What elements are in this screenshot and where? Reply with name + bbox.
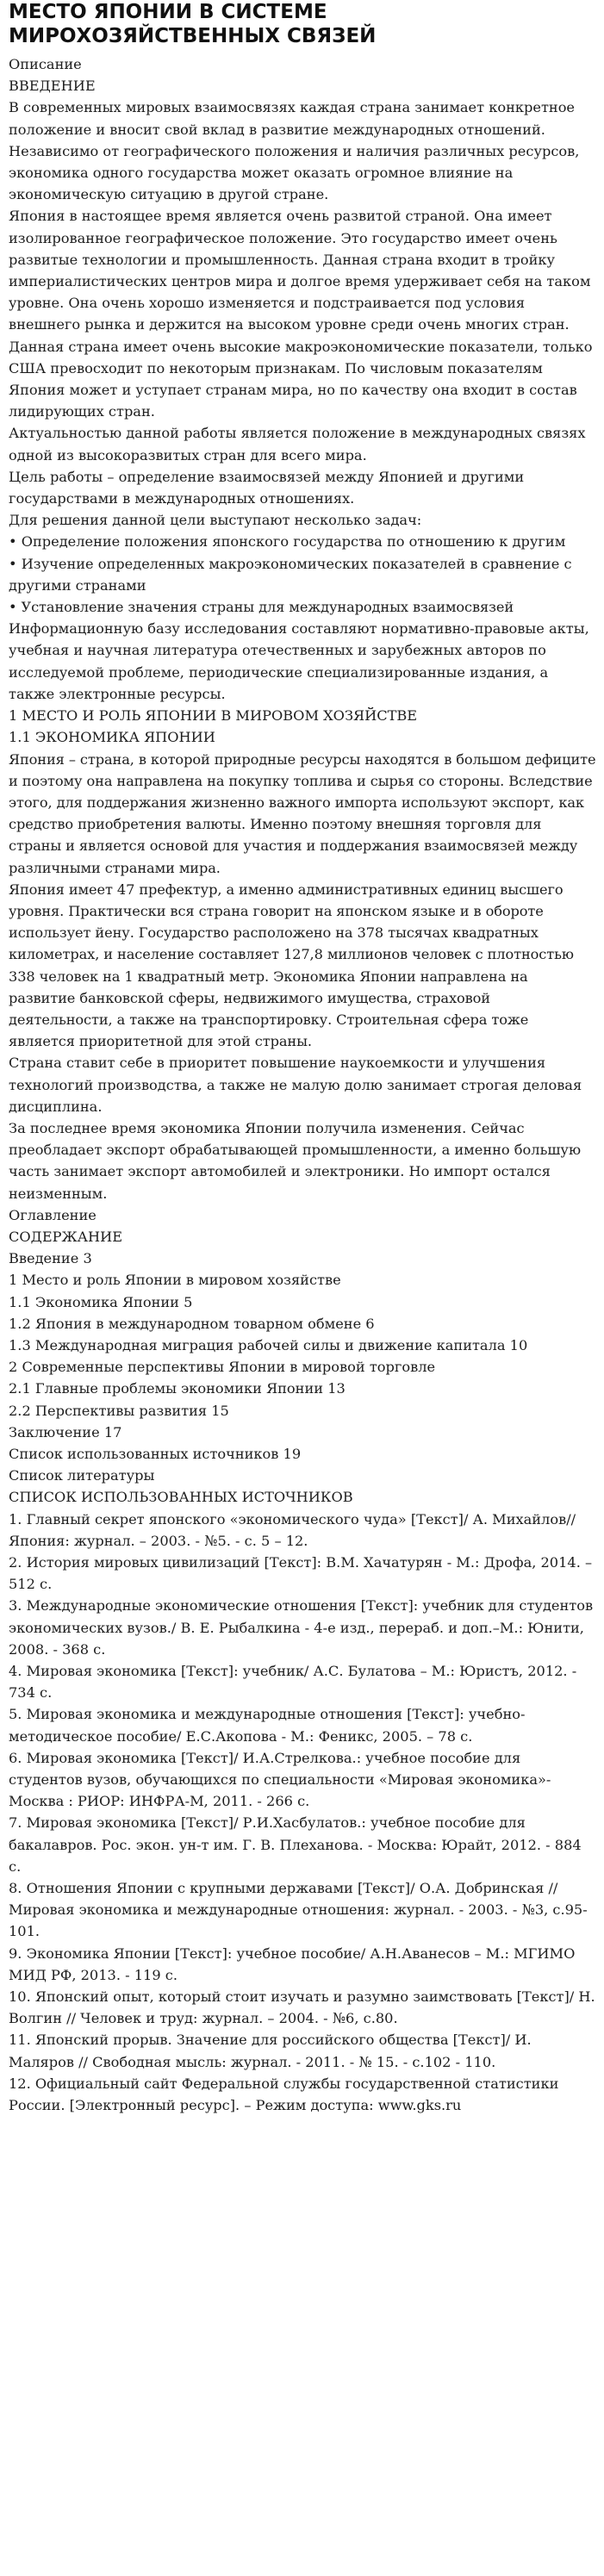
reference-item: 5. Мировая экономика и международные отношения [Текст]: учебно-методическое пособие/ Е.С.Акопова - М.: Феникс, 2005. – 78 с. bbox=[9, 1706, 526, 1745]
toc-item: 1.1 Экономика Японии 5 bbox=[9, 1293, 193, 1310]
info-base-paragraph: Информационную базу исследования составляют нормативно-правовые акты, учебная и научная литература отечественных и зарубежных авторов по исследуемой проблеме, периодические специализированные издания, а также электронные ресурсы. bbox=[9, 620, 589, 702]
document-title: МЕСТО ЯПОНИИ В СИСТЕМЕ МИРОХОЗЯЙСТВЕННЫХ СВЯЗЕЙ bbox=[9, 1, 377, 47]
reference-item: 4. Мировая экономика [Текст]: учебник/ А.С. Булатова – М.: Юристъ, 2012. - 734 с. bbox=[9, 1663, 577, 1702]
reference-item: 12. Официальный сайт Федеральной службы государственной статистики России. [Электронный ресурс]. – Режим доступа: www.gks.ru bbox=[9, 2075, 559, 2114]
task-item-1: • Определение положения японского государства по отношению к другим bbox=[9, 533, 566, 551]
economy-paragraph-1: Япония – страна, в которой природные ресурсы находятся в большом дефиците и поэтому она направлена на покупку топлива и сырья со стороны. Вследствие этого, для поддержания жизненно важного импорта используют экспорт, как средство приобретения валюты. Именно поэтому внешняя торговля для страны и является основой для участия и поддержания взаимосвязей между различными странами мира. bbox=[9, 750, 596, 876]
heading-section-1-1: 1.1 ЭКОНОМИКА ЯПОНИИ bbox=[9, 729, 215, 746]
heading-contents: СОДЕРЖАНИЕ bbox=[9, 1228, 123, 1245]
reference-item: 8. Отношения Японии с крупными державами [Текст]/ О.А. Добринская // Мировая экономика и международные отношения: журнал. - 2003. - №3, с.95-101. bbox=[9, 1880, 588, 1940]
reference-item: 10. Японский опыт, который стоит изучать и разумно заимствовать [Текст]/ Н. Волгин // Человек и труд: журнал. – 2004. - №6, с.80. bbox=[9, 1988, 595, 2027]
reference-item: 1. Главный секрет японского «экономического чуда» [Текст]/ А. Михайлов// Япония: журнал. – 2003. - №5. - с. 5 – 12. bbox=[9, 1510, 576, 1549]
reference-item: 9. Экономика Японии [Текст]: учебное пособие/ А.Н.Аванесов – М.: МГИМО МИД РФ, 2013. - 119 с. bbox=[9, 1944, 576, 1983]
toc-item: 1.3 Международная миграция рабочей силы и движение капитала 10 bbox=[9, 1336, 528, 1353]
relevance-paragraph: Актуальностью данной работы является положение в международных связях одной из высокоразвитых стран для всего мира. bbox=[9, 425, 586, 464]
economy-paragraph-4: За последнее время экономика Японии получила изменения. Сейчас преобладает экспорт обрабатывающей промышленности, а именно большую часть занимает экспорт автомобилей и электроники. Но импорт остался неизменным. bbox=[9, 1119, 582, 1202]
tasks-intro: Для решения данной цели выступают несколько задач: bbox=[9, 512, 422, 529]
intro-paragraph-3: Данная страна имеет очень высокие макроэкономические показатели, только США превосходит по некоторым признакам. По числовым показателям Япония может и уступает странам мира, но по качеству она входит в состав лидирующих стран. bbox=[9, 338, 593, 420]
reference-item: 11. Японский прорыв. Значение для российского общества [Текст]/ И. Маляров // Свободная мысль: журнал. - 2011. - № 15. - с.102 - 110. bbox=[9, 2032, 532, 2070]
economy-paragraph-3: Страна ставит себе в приоритет повышение наукоемкости и улучшения технологий производства, а также не малую долю занимает строгая деловая дисциплина. bbox=[9, 1055, 582, 1115]
toc-item: Список использованных источников 19 bbox=[9, 1446, 302, 1462]
task-item-2: • Изучение определенных макроэкономических показателей в сравнение с другими странами bbox=[9, 555, 572, 594]
toc-item: 2 Современные перспективы Японии в мировой торговле bbox=[9, 1359, 436, 1376]
economy-paragraph-2: Япония имеет 47 префектур, а именно административных единиц высшего уровня. Практически вся страна говорит на японском языке и в обороте использует йену. Государство расположено на 378 тысячах квадратных километрах, и население составляет 127,8 миллионов человек с плотностью 338 человек на 1 квадратный метр. Экономика Японии направлена на развитие банковской сферы, недвижимого имущества, страховой деятельности, а также на транспортировку. Строительная сфера тоже является приоритетной для этой страны. bbox=[9, 880, 574, 1050]
toc-item: 1.2 Япония в международном товарном обмене 6 bbox=[9, 1315, 375, 1332]
intro-paragraph-2: Япония в настоящее время является очень развитой страной. Она имеет изолированное географическое положение. Это государство имеет очень развитые технологии и промышленность. Данная страна входит в тройку империалистических центров мира и долгое время удерживает себя на таком уровне. Она очень хорошо изменяется и подстраивается под условия внешнего рынка и держится на высоком уровне среди очень многих стран. bbox=[9, 208, 591, 333]
goal-paragraph: Цель работы – определение взаимосвязей между Японией и другими государствами в международных отношениях. bbox=[9, 468, 525, 507]
section-label-contents: Оглавление bbox=[9, 1206, 97, 1223]
reference-item: 2. История мировых цивилизаций [Текст]: В.М. Хачатурян - М.: Дрофа, 2014. – 512 с. bbox=[9, 1554, 593, 1593]
reference-item: 7. Мировая экономика [Текст]/ Р.И.Хасбулатов.: учебное пособие для бакалавров. Рос. экон. ун-т им. Г. В. Плеханова. - Москва: Юрайт, 2012. - 884 с. bbox=[9, 1814, 582, 1875]
toc-item: 1 Место и роль Японии в мировом хозяйстве bbox=[9, 1272, 341, 1289]
reference-item: 6. Мировая экономика [Текст]/ И.А.Стрелкова.: учебное пособие для студентов вузов, обучающихся по специальности «Мировая экономика»- Москва : РИОР: ИНФРА-М, 2011. - 266 с. bbox=[9, 1749, 551, 1810]
toc-item: 2.2 Перспективы развития 15 bbox=[9, 1402, 229, 1419]
heading-references: СПИСОК ИСПОЛЬЗОВАННЫХ ИСТОЧНИКОВ bbox=[9, 1489, 353, 1506]
heading-introduction: ВВЕДЕНИЕ bbox=[9, 78, 96, 95]
section-label-description: Описание bbox=[9, 56, 82, 72]
toc-item: Введение 3 bbox=[9, 1250, 92, 1267]
section-label-literature: Список литературы bbox=[9, 1467, 155, 1484]
heading-chapter-1: 1 МЕСТО И РОЛЬ ЯПОНИИ В МИРОВОМ ХОЗЯЙСТВЕ bbox=[9, 707, 418, 725]
toc-item: Заключение 17 bbox=[9, 1423, 122, 1440]
toc-item: 2.1 Главные проблемы экономики Японии 13 bbox=[9, 1380, 346, 1397]
reference-item: 3. Международные экономические отношения [Текст]: учебник для студентов экономических вузов./ В. Е. Рыбалкина - 4-е изд., перераб. и доп.–М.: Юнити, 2008. - 368 с. bbox=[9, 1597, 594, 1658]
task-item-3: • Установление значения страны для международных взаимосвязей bbox=[9, 599, 514, 616]
intro-paragraph-1: В современных мировых взаимосвязях каждая страна занимает конкретное положение и вносит свой вклад в развитие международных отношений. Независимо от географического положения и наличия различных ресурсов, экономика одного государства может оказать огромное влияние на экономическую ситуацию в другой стране. bbox=[9, 99, 580, 203]
